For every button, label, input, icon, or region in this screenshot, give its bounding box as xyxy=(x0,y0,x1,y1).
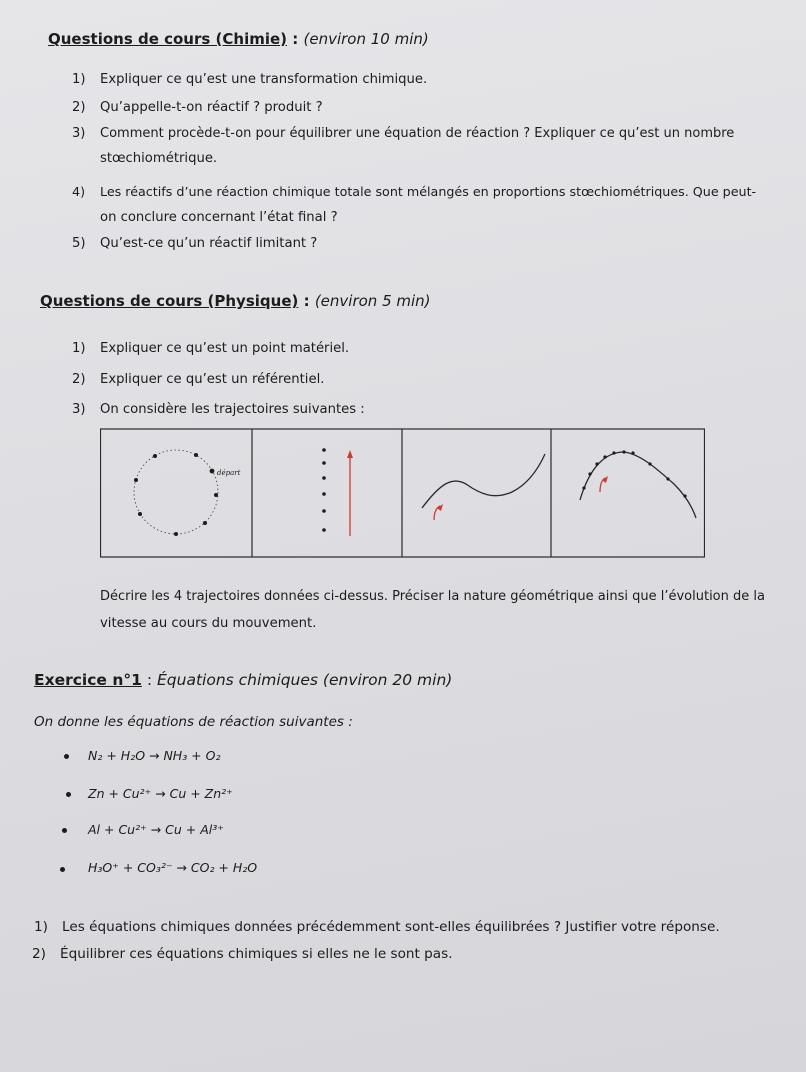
trajectories-table xyxy=(100,428,705,558)
exercise-title: Exercice n°1 xyxy=(34,671,142,689)
chemistry-title: Questions de cours (Chimie) xyxy=(48,30,288,48)
question-text: Expliquer ce qu’est un référentiel. xyxy=(100,372,325,387)
arrow-head xyxy=(437,504,443,511)
exercise-colon: : xyxy=(141,671,157,689)
exercise-subtitle: Équations chimiques (environ 20 min) xyxy=(157,671,453,689)
trajectory-instruction-line2: vitesse au cours du mouvement. xyxy=(100,616,317,631)
exercise-question-2 xyxy=(32,946,453,962)
phys-question-3 xyxy=(72,402,365,417)
question-number: 4) xyxy=(72,184,86,199)
question-number: 2) xyxy=(72,372,86,387)
trajectory-curved xyxy=(422,454,545,520)
question-number: 2) xyxy=(32,946,46,962)
bullet xyxy=(66,792,71,797)
question-number: 1) xyxy=(72,341,86,356)
arrow-head xyxy=(602,476,608,483)
bullet xyxy=(62,828,67,833)
physics-title: Questions de cours (Physique) xyxy=(40,292,299,310)
question-text: Expliquer ce qu’est une transformation chimique. xyxy=(100,72,428,87)
chem-question-1 xyxy=(72,72,427,87)
phys-question-2 xyxy=(72,372,324,387)
bullet xyxy=(60,867,65,872)
question-number: 3) xyxy=(72,126,86,141)
trajectory-instruction-line1: Décrire les 4 trajectoires données ci-dessus. Préciser la nature géométrique ainsi que l’évolution de la xyxy=(100,589,765,604)
trajectory-parabolic xyxy=(580,450,696,518)
question-number: 3) xyxy=(72,402,86,417)
equation-3: Al + Cu²⁺ → Cu + Al³⁺ xyxy=(88,822,224,837)
question-text: Équilibrer ces équations chimiques si elles ne le sont pas. xyxy=(60,946,453,962)
physics-duration: (environ 5 min) xyxy=(314,292,431,310)
chem-question-5 xyxy=(72,236,317,251)
equation-4: H₃O⁺ + CO₃²⁻ → CO₂ + H₂O xyxy=(88,860,258,875)
question-text: Comment procède-t-on pour équilibrer une équation de réaction ? Expliquer ce qu’est un nombre xyxy=(100,126,735,141)
chemistry-colon: : xyxy=(287,30,304,48)
question-text: Les équations chimiques données précédemment sont-elles équilibrées ? Justifier votre réponse. xyxy=(62,919,720,935)
question-text: Les réactifs d’une réaction chimique totale sont mélangés en proportions stœchiométriques. Que peut- xyxy=(100,184,757,199)
question-text: On considère les trajectoires suivantes : xyxy=(100,402,365,417)
physics-colon: : xyxy=(298,292,315,310)
question-number: 5) xyxy=(72,236,86,251)
question-text: Qu’appelle-t-on réactif ? produit ? xyxy=(100,100,323,115)
trajectories-figure xyxy=(100,428,705,558)
exercise-heading xyxy=(34,671,452,689)
equation-2: Zn + Cu²⁺ → Cu + Zn²⁺ xyxy=(88,786,233,801)
question-text: Expliquer ce qu’est un point matériel. xyxy=(100,341,350,356)
chem-question-4 xyxy=(72,184,756,199)
question-text: Qu’est-ce qu’un réactif limitant ? xyxy=(100,236,318,251)
chem-question-4-continued: on conclure concernant l’état final ? xyxy=(100,210,338,225)
exercise-question-1 xyxy=(34,919,720,935)
start-label: départ xyxy=(217,469,241,477)
physics-heading xyxy=(40,292,431,310)
question-number: 2) xyxy=(72,100,86,115)
question-number: 1) xyxy=(34,919,48,935)
chemistry-duration: (environ 10 min) xyxy=(303,30,429,48)
chem-question-3 xyxy=(72,126,734,141)
chemistry-heading xyxy=(48,30,429,48)
chem-question-3-continued: stœchiométrique. xyxy=(100,151,218,166)
phys-question-1 xyxy=(72,341,349,356)
equation-1: N₂ + H₂O → NH₃ + O₂ xyxy=(88,748,221,763)
question-number: 1) xyxy=(72,72,86,87)
chem-question-2 xyxy=(72,100,323,115)
trajectory-circular xyxy=(134,450,241,536)
trajectory-vertical xyxy=(322,448,353,536)
bullet xyxy=(64,754,69,759)
arrow-head xyxy=(347,450,353,458)
exercise-intro: On donne les équations de réaction suivantes : xyxy=(34,714,353,730)
